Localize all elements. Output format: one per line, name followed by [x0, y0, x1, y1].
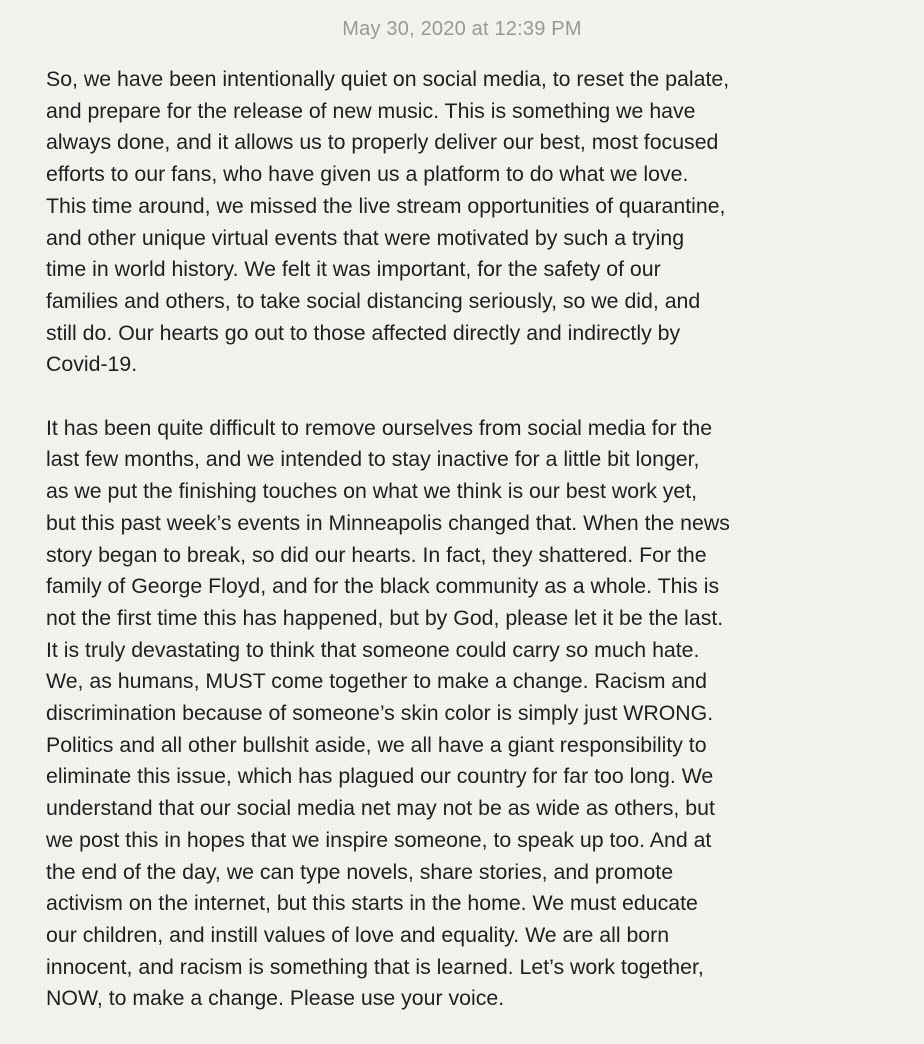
- note-paragraph-1: So, we have been intentionally quiet on social media, to reset the palate, and prepare for the release of new music. This is something we have always done, and it allows us to properly deliver our best, most focused efforts to our fans, who have given us a platform to do what we love. This time around, we missed the live stream opportunities of quarantine, and other unique virtual events that were motivated by such a trying time in world history. We felt it was important, for the safety of our families and others, to take social distancing seriously, so we did, and still do. Our hearts go out to those affected directly and indirectly by Covid-19.: [46, 67, 730, 377]
- note-timestamp: May 30, 2020 at 12:39 PM: [342, 18, 582, 40]
- note-body[interactable]: [46, 64, 896, 1015]
- note-paragraph-2: It has been quite difficult to remove ourselves from social media for the last few months, and we intended to stay inactive for a little bit longer, as we put the finishing touches on what we think is our best work yet, but this past week’s events in Minneapolis changed that. When the news story began to break, so did our hearts. In fact, they shattered. For the family of George Floyd, and for the black community as a whole. This is not the first time this has happened, but by God, please let it be the last. It is truly devastating to think that someone could carry so much hate. We, as humans, MUST come together to make a change. Racism and discrimination because of someone’s skin color is simply just WRONG. Politics and all other bullshit aside, we all have a giant responsibility to eliminate this issue, which has plagued our country for far too long. We understand that our social media net may not be as wide as others, but we post this in hopes that we inspire someone, to speak up too. And at the end of the day, we can type novels, share stories, and promote activism on the internet, but this starts in the home. We must educate our children, and instill values of love and equality. We are all born innocent, and racism is something that is learned. Let’s work together, NOW, to make a change. Please use your voice.: [46, 415, 730, 1011]
